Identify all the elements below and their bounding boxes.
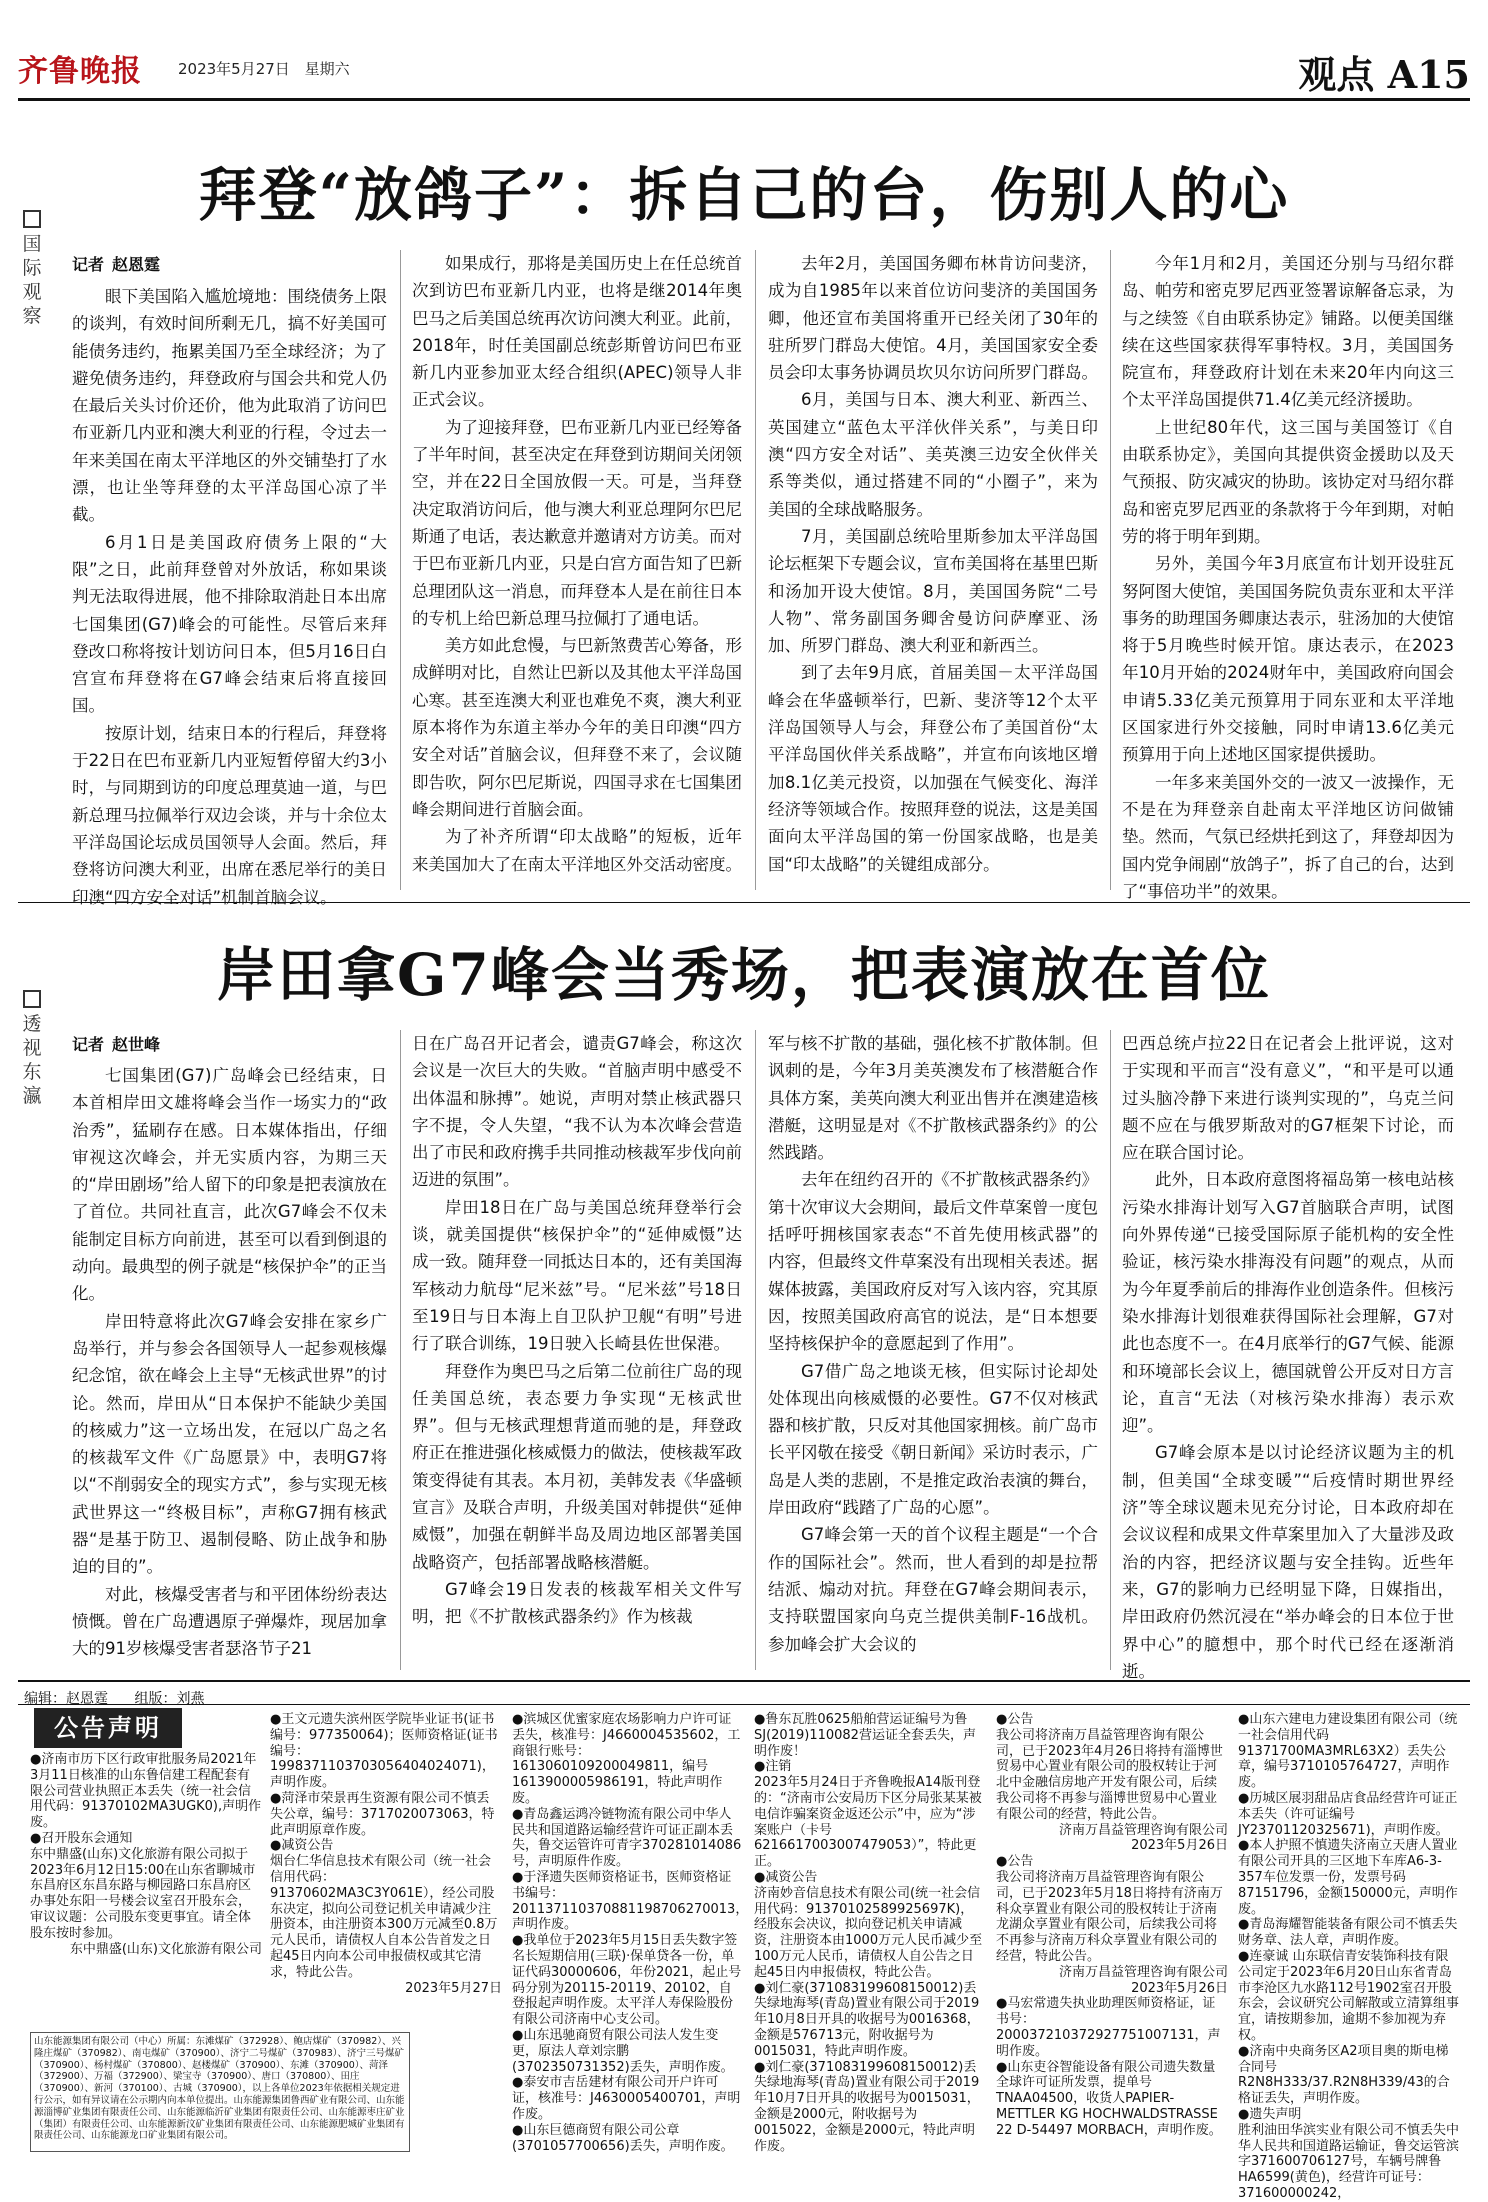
article1-column-2 [412,250,742,898]
paragraph: 军与核不扩散的基础，强化核不扩散体制。但讽刺的是，今年3月美英澳发布了核潜艇合作具体方案，美英向澳大利亚出售并在澳建造核潜艇，这明显是对《不扩散核武器条约》的公然践踏。 [768,1034,1098,1163]
paragraph: G7借广岛之地谈无核，但实际讨论却处处体现出向核威慑的必要性。G7不仅对核武器和核扩散，只反对其他国家拥核。前广岛市长平冈敬在接受《朝日新闻》采访时表示，广岛是人类的悲剧，不是推定政治表演的舞台，岸田政府“践踏了广岛的心愿”。 [768,1361,1098,1518]
notice-item: 胜利油田华滨实业有限公司不慎丢失中华人民共和国道路运输证，鲁交运管滨字371600706127号，车辆号牌鲁HA6599(黄色)，经营许可证号：371600000242， [1238,2122,1460,2201]
date-text: 2023年5月27日 [178,60,290,78]
notice-item: ●山东吏谷智能设备有限公司遗失数量全球许可证所发票，提单号TNAA04500，收货人PAPIER-METTLER KG HOCHWALDSTRASSE 22 D-54497 MORBACH，声明作废。 [996,2059,1222,2138]
paragraph: G7峰会原本是以讨论经济议题为主的机制，但美国“全球变暖”“后疫情时期世界经济”等全球议题未见充分讨论，日本政府却在会议议程和成果文件草案里加入了大量涉及政治的内容，把经济议题与安全挂钩。近些年来，G7的影响力已经明显下降，日媒指出，岸田政府仍然沉浸在“举办峰会的日本位于世界中心”的臆想中，那个时代已经在逐渐消逝。 [1122,1443,1454,1681]
notice-item: ●减资公告 [270,1838,334,1854]
notice-item: 2023年5月26日 [1131,1838,1228,1854]
paragraph: 眼下美国陷入尴尬境地：围绕债务上限的谈判，有效时间所剩无几，搞不好美国可能债务违约，拖累美国乃至全球经济；为了避免债务违约，拜登政府与国会共和党人仍在最后关头讨价还价，他为此取消了访问巴布亚新几内亚和澳大利亚的行程，令过去一年来美国在南太平洋地区的外交铺垫打了水漂，也让坐等拜登的太平洋岛国心凉了半截。 [72,287,387,525]
notice-column-1 [30,1752,262,2030]
notice-item: ●刘仁豪(371083199608150012)丢失绿地海琴(青岛)置业有限公司于2019年10月7日开具的收据号为0015031，金额是2000元，附收据号为0015022，金额是2000元，特此声明作废。 [754,2059,980,2154]
paragraph: 如果成行，那将是美国历史上在任总统首次到访巴布亚新几内亚，也将是继2014年奥巴马之后美国总统再次访问澳大利亚。此前，2018年，时任美国副总统彭斯曾访问巴布亚新几内亚参加亚太经合组织(APEC)领导人非正式会议。 [412,254,742,410]
article2-column-4 [1122,1030,1454,1681]
paragraph: 7月，美国副总统哈里斯参加太平洋岛国论坛框架下专题会议，宣布美国将在基里巴斯和汤加开设大使馆。8月，美国国务院“二号人物”、常务副国务卿舍曼访问萨摩亚、汤加、所罗门群岛、澳大利亚和新西兰。 [768,526,1098,656]
notice-item: 2023年5月24日于齐鲁晚报A14版刊登的：“济南市公安局历下区分局张某某被电信诈骗案资金返还公示”中，应为“涉案账户（卡号6216617003007479053）”，特此更正。 [754,1775,982,1870]
notice-item: ●遗失声明 [1238,2106,1302,2122]
paragraph: 拜登作为奥巴马之后第二位前往广岛的现任美国总统，表态要力争实现“无核武世界”。但与无核武理想背道而驰的是，拜登政府正在推进强化核威慑力的做法，使核裁军政策变得徒有其表。本月初，美韩发表《华盛顿宣言》及联合声明，升级美国对韩提供“延伸威慑”，加强在朝鲜半岛及周边地区部署美国战略资产，包括部署战略核潜艇。 [412,1361,742,1572]
article2-headline: 岸田拿G7峰会当秀场，把表演放在首位 [217,941,1271,1009]
notice-mini-box: 山东能源集团有限公司（中心）所属：东滩煤矿（372928）、鲍店煤矿（370982）、兴隆庄煤矿（370982）、南屯煤矿（370900）、济宁二号煤矿（370983）、济宁三号煤矿（370900）、杨村煤矿（370800）、赵楼煤矿（370900）、东滩（370900）、菏泽（372900）、万福（372900）、梁宝寺（370900）、唐口（370800）、田庄（370900）、新河（370100）、古城（370900），以上各单位2023年依据相关规定进行公示，如有异议请在公示期内向本单位提出。山东能源集团鲁西矿业有限公司、山东能源淄博矿业集团有限责任公司、山东能源临沂矿业集团有限责任公司、山东能源枣庄矿业（集团）有限责任公司、山东能源新汶矿业集团有限责任公司、山东能源肥城矿业集团有限责任公司、山东能源龙口矿业集团有限公司。 [30,2032,410,2152]
notice-item: ●公告 [996,1712,1034,1727]
paragraph: 去年2月，美国国务卿布林肯访问斐济，成为自1985年以来首位访问斐济的美国国务卿，他还宣布美国将重开已经关闭了30年的驻所罗门群岛大使馆。4月，美国国家安全委员会印太事务协调员坎贝尔访问所罗门群岛。 [768,254,1098,383]
article2-column-2 [412,1030,742,1674]
paragraph: 岸田特意将此次G7峰会安排在家乡广岛举行，并与参会各国领导人一起参观核爆纪念馆，欲在峰会上主导“无核武世界”的讨论。然而，岸田从“日本保护不能缺少美国的核威力”这一立场出发，在冠以广岛之名的核裁军文件《广岛愿景》中，表明G7将以“不削弱安全的现实方式”，参与实现无核武世界这一“终极目标”，声称G7拥有核武器“是基于防卫、遏制侵略、防止战争和胁迫的目的”。 [72,1311,387,1577]
column-divider [1110,1030,1111,1670]
notices-top-rule [18,1704,1470,1705]
notice-column-6 [1238,1712,1460,2201]
notice-item: ●注销 [754,1759,792,1775]
notice-column-4 [754,1712,986,2172]
column-divider [755,1030,756,1670]
notice-item: ●济南中央商务区A2项目奥的斯电梯合同号R2N8H333/37.R2N8H339/43的合格证丢失，声明作废。 [1238,2043,1450,2107]
editor-name: 编辑：赵恩霆 [24,1691,108,1707]
notice-item: ●山东迅驰商贸有限公司法人发生变更，原法人章刘宗鹏(3702350731352)丢失，声明作废。 [512,2027,734,2075]
article1-column-label: 国际观察 [20,210,44,328]
notice-item: ●青岛鑫运鸿冷链物流有限公司中华人民共和国道路运输经营许可证正副本丢失，鲁交运管许可青字370281014086号，声明原件作废。 [512,1806,742,1870]
notice-item: ●山东巨德商贸有限公司公章(3701057700656)丢失，声明作废。 [512,2122,734,2154]
notice-column-2 [270,1712,502,2030]
paragraph: 按原计划，结束日本的行程后，拜登将于22日在巴布亚新几内亚短暂停留大约3小时，与同期到访的印度总理莫迪一道，与巴新总理马拉佩举行双边会谈，并与十余位太平洋岛国论坛成员国领导人会面。然后，拜登将访问澳大利亚，出席在悉尼举行的美日印澳“四方安全对话”机制首脑会议。 [72,723,387,907]
paragraph: 上世纪80年代，这三国与美国签订《自由联系协定》，美国向其提供资金援助以及天气预报、防灾减灾的协助。该协定对马绍尔群岛和密克罗尼西亚的条款将于今年到期，对帕劳的将于明年到期。 [1122,417,1454,546]
notice-column-5 [996,1712,1228,2172]
paragraph: 到了去年9月底，首届美国－太平洋岛国峰会在华盛顿举行，巴新、斐济等12个太平洋岛国领导人与会，拜登公布了美国首份“太平洋岛国伙伴关系战略”，并宣布向该地区增加8.1亿美元投资，以加强在气候变化、海洋经济等领域合作。按照拜登的说法，这是美国面向太平洋岛国的第一份国家战略，也是美国“印太战略”的关键组成部分。 [768,663,1098,874]
article2-column-1 [72,1062,387,1674]
layout-name: 组版：刘燕 [134,1691,205,1707]
paragraph: 去年在纽约召开的《不扩散核武器条约》第十次审议大会期间，最后文件草案曾一度包括呼吁拥核国家表态“不首先使用核武器”的内容，但最终文件草案没有出现相关表述。据媒体披露，美国政府反对写入该内容，究其原因，按照美国政府高官的说法，是“日本想要坚持核保护伞的意愿起到了作用”。 [768,1170,1098,1354]
notice-item: ●公告 [996,1854,1034,1870]
notice-item: 烟台仁华信息技术有限公司（统一社会信用代码：91370602MA3C3Y061E），经公司股东决定，拟向公司登记机关申请减少注册资本，由注册资本300万元减至0.8万元人民币，请债权人自本公告首发之日起45日内向本公司申报债权或其它清求，特此公告。 [270,1854,498,1980]
paragraph: 七国集团(G7)广岛峰会已经结束，日本首相岸田文雄将峰会当作一场实力的“政治秀”，猛刷存在感。日本媒体指出，仔细审视这次峰会，并无实质内容，为期三天的“岸田剧场”给人留下的印象是把表演放在了首位。共同社直言，此次G7峰会不仅未能制定目标方向前进，甚至可以看到倒退的动向。最典型的例子就是“核保护伞”的正当化。 [72,1066,387,1304]
column-divider [755,250,756,890]
notice-item: ●我单位于2023年5月15日丢失数字签名长短期信用(三联)·保单贷各一份，单证代码30000606，年份2021，起止号码分别为20115-20119、20102，自登报起声明作废。太平洋人寿保险股份有限公司济南中心支公司。 [512,1933,742,2028]
notice-item: ●刘仁豪(371083199608150012)丢失绿地海琴(青岛)置业有限公司于2019年10月8日开具的收据号为0016368，金额是576713元，附收据号为0015031，特此声明作废。 [754,1980,980,2059]
notices-rule [18,1680,1470,1682]
notice-item: ●泰安市吉岳建材有限公司开户许可证，核准号：J4630005400701，声明作废。 [512,2075,741,2122]
notices-title: 公告声明 [34,1708,182,1748]
notice-item: 2023年5月27日 [405,1980,502,1996]
editor-credits [24,1688,226,1708]
paragraph: 日在广岛召开记者会，谴责G7峰会，称这次会议是一次巨大的失败。“首脑声明中感受不出体温和脉搏”。她说，声明对禁止核武器只字不提，令人失望，“我不认为本次峰会营造出了市民和政府携手共同推动核裁军步伐向前迈进的氛围”。 [412,1034,742,1190]
section-page: 观点 A15 [1298,52,1470,97]
column-divider [400,250,401,890]
notice-column-3 [512,1712,749,2172]
paragraph: 为了补齐所谓“印太战略”的短板，近年来美国加大了在南太平洋地区外交活动密度。 [412,827,742,874]
notice-item: ●马宏常遗失执业助理医师资格证，证书号：200037210372927751007131，声明作废。 [996,1996,1221,2059]
weekday-text: 星期六 [304,60,350,78]
label-box-icon [23,990,41,1008]
notice-item: 2023年5月26日 [1131,1980,1228,1996]
paragraph: 另外，美国今年3月底宣布计划开设驻瓦努阿图大使馆，美国国务院负责东亚和太平洋事务的助理国务卿康达表示，驻汤加的大使馆将于5月晚些时候开馆。康达表示，在2023年10月开始的2024财年中，美国政府向国会申请5.33亿美元预算用于同东亚和太平洋地区国家进行外交接触，同时申请13.6亿美元预算用于向上述地区国家提供援助。 [1122,554,1454,765]
paragraph: G7峰会19日发表的核裁军相关文件写明，把《不扩散核武器条约》作为核裁 [412,1579,742,1627]
paragraph: 对此，核爆受害者与和平团体纷纷表达愤慨。曾在广岛遭遇原子弹爆炸，现居加拿大的91岁核爆受害者瑟洛节子21 [72,1584,387,1659]
notice-item: 我公司将济南万昌益管理咨询有限公司，已于2023年4月26日将持有淄博世贸易中心置业有限公司的股权转让于河北中金融信房地产开发有限公司，后续我公司将不再参与淄博世贸易中心置业有限公司的经营，特此公告。 [996,1727,1223,1822]
column-divider [400,1030,401,1670]
newspaper-logo: 齐鲁晚报 [18,54,142,89]
paragraph: 美方如此怠慢，与巴新煞费苦心筹备，形成鲜明对比，自然让巴新以及其他太平洋岛国心寒。甚至连澳大利亚也难免不爽，澳大利亚原本将作为东道主举办今年的美日印澳“四方安全对话”首脑会议，但拜登不来了，会议随即告吹，阿尔巴尼斯说，四国寻求在七国集团峰会期间进行首脑会面。 [412,636,742,819]
label-box-icon [23,210,41,228]
notice-item: 济南万昌益管理咨询有限公司 [1058,1964,1228,1980]
notice-item: 东中鼎盛(山东)文化旅游有限公司 [69,1941,262,1957]
notice-item: ●召开股东会通知 [30,1830,133,1846]
notice-item: ●滨城区优蜜家庭农场影响力户许可证丢失，核准号：J4660004535602，工商银行账号：1613060109200049811，编号1613900005986191，特此声明作废。 [512,1712,741,1806]
paragraph: 此外，日本政府意图将福岛第一核电站核污染水排海计划写入G7首脑联合声明，试图向外界传递“已接受国际原子能机构的安全性验证，核污染水排海没有问题”的观点，从而为今年夏季前后的排海作业创造条件。但核污染水排海计划很难获得国际社会理解，G7对此也态度不一。在4月底举行的G7气候、能源和环境部长会议上，德国就曾公开反对日方言论，直言“无法（对核污染水排海）表示欢迎”。 [1122,1170,1454,1436]
notice-item: ●菏泽市荣景再生资源有限公司不慎丢失公章，编号：3717020073063，特此声明原章作废。 [270,1790,495,1838]
paragraph: 岸田18日在广岛与美国总统拜登举行会谈，就美国提供“核保护伞”的“延伸威慑”达成一致。随拜登一同抵达日本的，还有美国海军核动力航母“尼米兹”号。“尼米兹”号18日至19日与日本海上自卫队护卫舰“有明”号进行了联合训练，19日驶入长崎县佐世保港。 [412,1197,742,1354]
paragraph: 一年多来美国外交的一波又一波操作，无不是在为拜登亲自赴南太平洋地区访问做铺垫。然而，气氛已经烘托到这了，拜登却因为国内党争闹剧“放鸽子”，拆了自己的台，达到了“事倍功半”的效果。 [1122,772,1454,901]
notice-item: ●历城区展羽甜品店食品经营许可证正本丢失（许可证编号JY23701120325671)，声明作废。 [1238,1790,1458,1838]
masthead-rule [18,98,1470,101]
masthead [18,44,1470,96]
notice-item: ●王文元遗失滨州医学院毕业证书(证书编号：977350064)；医师资格证(证书编号：1998371103703056404024071)，声明作废。 [270,1712,498,1791]
paragraph: 6月1日是美国政府债务上限的“大限”之日，此前拜登曾对外放话，称如果谈判无法取得进展，他不排除取消赴日本出席七国集团(G7)峰会的可能性。尽管后来拜登改口称将按计划访问日本，但5月16日白宫宣布拜登将在G7峰会结束后将直接回国。 [72,532,387,716]
article1-column-1 [72,283,387,907]
article1-column-3 [768,250,1098,898]
notice-item: ●于泽遗失医师资格证书，医师资格证书编号：201137110370881198706270013，声明作废。 [512,1869,749,1933]
issue-date [178,58,360,79]
paragraph: 为了迎接拜登，巴布亚新几内亚已经筹备了半年时间，甚至决定在拜登到访期间关闭领空，并在22日全国放假一天。可是，当拜登决定取消访问后，他与澳大利亚总理阿尔巴尼斯通了电话，表达歉意并邀请对方访美。而对于巴布亚新几内亚，只是白宫方面告知了巴新总理团队这一消息，而拜登本人是在前往日本的专机上给巴新总理马拉佩打了通电话。 [412,417,742,628]
notice-item: ●山东六建电力建设集团有限公司（统一社会信用代码91371700MA3MRL63X2）丢失公章，编号3710105764727，声明作废。 [1238,1712,1458,1791]
article-separator [18,902,1470,903]
paragraph: 6月，美国与日本、澳大利亚、新西兰、英国建立“蓝色太平洋伙伴关系”，与美日印澳“四方安全对话”、美英澳三边安全伙伴关系等类似，通过搭建不同的“小圈子”，来为美国的全球战略服务。 [768,390,1098,519]
paragraph: G7峰会第一天的首个议程主题是“一个合作的国际社会”。然而，世人看到的却是拉帮结派、煽动对抗。拜登在G7峰会期间表示，支持联盟国家向乌克兰提供美制F-16战机。参加峰会扩大会议的 [768,1525,1098,1654]
notice-item: 济南万昌益管理咨询有限公司 [1058,1822,1228,1838]
article2-column-label: 透视东瀛 [20,990,44,1108]
paragraph: 今年1月和2月，美国还分别与马绍尔群岛、帕劳和密克罗尼西亚签署谅解备忘录，为与之续签《自由联系协定》铺路。以便美国继续在这些国家获得军事特权。3月，美国国务院宣布，拜登政府计划在未来20年内向这三个太平洋岛国提供71.4亿美元经济援助。 [1122,254,1454,410]
notice-item: 济南妙音信息技术有限公司(统一社会信用代码：91370102589925697K)，经股东会决议，拟向登记机关申请减资，注册资本由1000万元人民币减少至100万元人民币，请债权人自公告之日起45日内申报债权，特此公告。 [754,1885,983,1980]
article2-byline: 记者 赵世峰 [72,1035,161,1054]
notice-item: ●青岛海耀智能装备有限公司不慎丢失财务章、法人章，声明作废。 [1238,1917,1458,1949]
notice-item: ●本人护照不慎遗失济南立天唐人置业有限公司开具的三区地下车库A6-3-357车位发票一份，发票号码87151796，金额150000元，声明作废。 [1238,1838,1458,1917]
article2-column-3 [768,1030,1098,1674]
article1-byline: 记者 赵恩霆 [72,255,161,274]
notice-item: ●减资公告 [754,1869,818,1885]
notice-item: 我公司将济南万昌益管理咨询有限公司，已于2023年5月18日将持有济南万科众享置业有限公司的股权转让于济南龙湖众享置业有限公司，后续我公司将不再参与济南万科众享置业有限公司的经营，特此公告。 [996,1869,1223,1964]
notice-item: 东中鼎盛(山东)文化旅游有限公司拟于2023年6月12日15:00在山东省聊城市东昌府区东昌东路与柳园路口东昌府区办事处东阳一号楼会议室召开股东会，审议议题：公司股东变更事宜。请全体股东按时参加。 [30,1846,256,1941]
article1-headline: 拜登“放鸽子”：拆自己的台，伤别人的心 [198,161,1290,229]
notice-item: ●连豪诚 山东联信青安装饰科技有限公司定于2023年6月20日山东省青岛市李沧区九水路112号1902室召开股东会，会议研究公司解散或立清算组事宜，请按期参加，逾期不参加视为弃权。 [1238,1948,1460,2043]
notice-item: ●济南市历下区行政审批服务局2021年3月11日核准的山东鲁信建工程配套有限公司营业执照正本丢失（统一社会信用代码：91370102MA3UGK0),声明作废。 [30,1752,262,1831]
column-divider [1110,250,1111,890]
notice-item: ●鲁东瓦胜0625船舶营运证编号为鲁SJ(2019)110082营运证全套丢失，声明作废！ [754,1712,976,1759]
paragraph: 巴西总统卢拉22日在记者会上批评说，这对于实现和平而言“没有意义”，“和平是可以通过头脑冷静下来进行谈判实现的”，乌克兰问题不应在与俄罗斯敌对的G7框架下讨论，而应在联合国讨论。 [1122,1034,1454,1163]
article1-column-4 [1122,250,1454,901]
